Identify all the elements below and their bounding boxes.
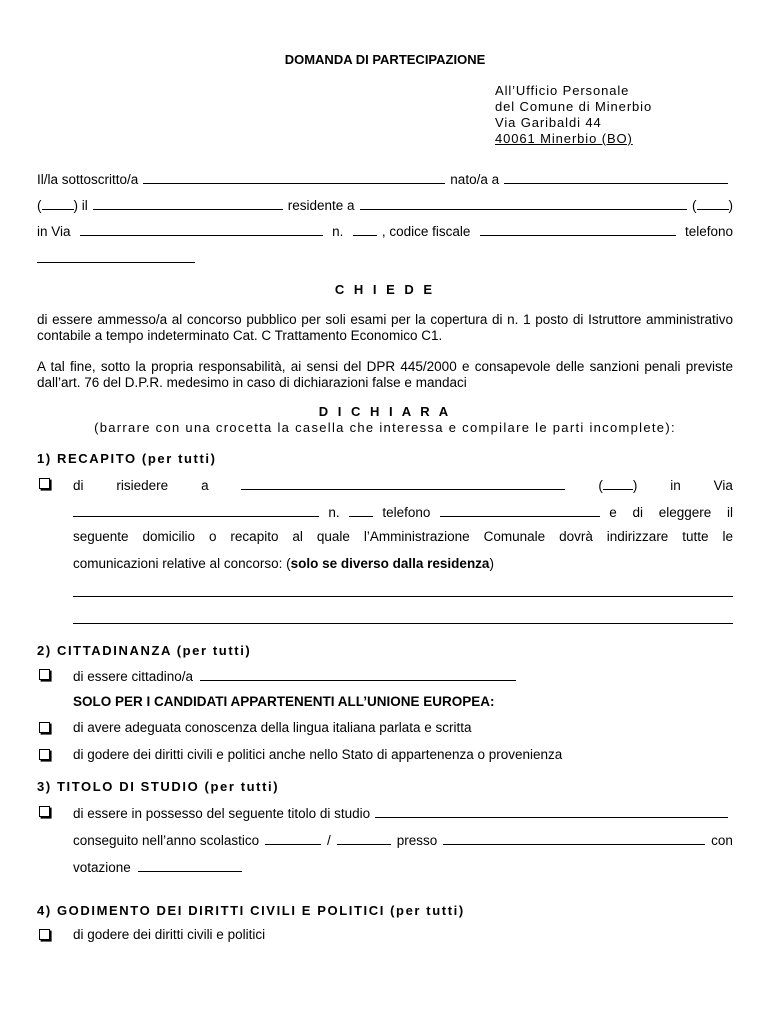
birthplace-field[interactable] <box>504 170 728 184</box>
chiede-paragraph: di essere ammesso/a al concorso pubblico per soli esami per la copertura di n. 1 posto di Istruttore amministrativo contabile a tempo indeterminato Cat. C Trattamento Economico C1. <box>37 312 733 343</box>
recapito-street-field[interactable] <box>73 503 319 517</box>
recapito-city-field[interactable] <box>241 476 565 490</box>
recapito-number-field[interactable] <box>349 503 373 517</box>
text: di <box>73 478 84 493</box>
sottoscritto-label: Il/la sottoscritto/a <box>37 172 139 187</box>
dichiara-heading: D I C H I A R A <box>318 404 452 419</box>
phone-field[interactable] <box>37 249 195 263</box>
text: con <box>711 833 733 848</box>
n-label: n. <box>332 224 344 239</box>
godimento-item: di godere dei diritti civili e politici <box>73 927 266 942</box>
residente-label: residente a <box>287 198 355 213</box>
titolo-line-3 <box>73 858 242 875</box>
applicant-address-row <box>37 222 733 239</box>
domicile-field-line[interactable] <box>73 623 733 624</box>
recapito-line-3: seguente domicilio o recapito al quale l’Amministrazione Comunale dovrà indirizzare tutte le <box>73 529 733 544</box>
ue-title: SOLO PER I CANDIDATI APPARTENENTI ALL’UNIONE EUROPEA: <box>73 694 495 709</box>
lingua-item: di avere adeguata conoscenza della lingua italiana parlata e scritta <box>73 720 472 735</box>
text: presso <box>396 833 438 848</box>
recapito-checkbox[interactable] <box>39 478 50 489</box>
recapito-province <box>598 476 637 493</box>
section-recapito-title: 1) RECAPITO (per tutti) <box>37 451 217 466</box>
street-field[interactable] <box>80 222 323 236</box>
titolo-checkbox[interactable] <box>39 806 50 817</box>
paren-close: ) <box>632 478 638 493</box>
titolo-field[interactable] <box>375 804 728 818</box>
paren-open: ( <box>598 478 603 493</box>
telefono-label: telefono <box>684 224 733 239</box>
codice-fiscale-field[interactable] <box>480 222 676 236</box>
text: a <box>201 478 209 493</box>
presso-field[interactable] <box>443 831 705 845</box>
text: conseguito nell’anno scolastico <box>73 833 260 848</box>
text: in <box>670 478 681 493</box>
recapito-line-1 <box>73 476 733 493</box>
recapito-province-field[interactable] <box>603 476 633 490</box>
recapito-line-4 <box>73 556 494 571</box>
declaration-paragraph: A tal fine, sotto la propria responsabilità, ai sensi del DPR 445/2000 e consapevole delle sanzioni penali previste dall’art. 76 del D.P.R. medesimo in caso di dichiarazioni false e mandaci <box>37 359 733 390</box>
diritti-ue-item: di godere dei diritti civili e politici anche nello Stato di appartenenza o provenienza <box>73 747 563 762</box>
address-line: del Comune di Minerbio <box>495 99 653 114</box>
codice-fiscale-label: , codice fiscale <box>381 224 471 239</box>
applicant-birth-row <box>37 196 733 213</box>
applicant-name-row <box>37 170 733 187</box>
section-cittadinanza-title: 2) CITTADINANZA (per tutti) <box>37 643 252 658</box>
street-number-field[interactable] <box>353 222 377 236</box>
recipient-address <box>495 83 652 147</box>
text: votazione <box>73 860 131 875</box>
address-line: All’Ufficio Personale <box>495 83 630 98</box>
birth-province-field[interactable] <box>42 196 74 210</box>
titolo-line-2 <box>73 831 733 848</box>
text: Via <box>713 478 733 493</box>
birthdate-field[interactable] <box>93 196 283 210</box>
chiede-heading: C H I E D E <box>334 282 436 297</box>
address-line: Via Garibaldi 44 <box>495 115 602 130</box>
bold-note: solo se diverso dalla residenza <box>290 556 490 571</box>
text: di essere cittadino/a <box>73 669 194 684</box>
votazione-field[interactable] <box>138 858 242 872</box>
eleggere-label: e di eleggere il <box>609 505 733 520</box>
nato-label: nato/a a <box>450 172 500 187</box>
dichiara-subheading: (barrare con una crocetta la casella che interessa e compilare le parti incomplete): <box>94 420 676 435</box>
il-label: ) il <box>73 198 88 213</box>
n-label: n. <box>328 505 340 520</box>
text: risiedere <box>116 478 169 493</box>
recapito-phone-field[interactable] <box>440 503 600 517</box>
diritti-ue-checkbox[interactable] <box>39 749 50 760</box>
paren-open: ( <box>692 198 697 213</box>
section-godimento-title: 4) GODIMENTO DEI DIRITTI CIVILI E POLITICI (per tutti) <box>37 903 465 918</box>
paren-close: ) <box>728 198 733 213</box>
text: ) <box>489 556 494 571</box>
cittadinanza-item <box>73 667 516 684</box>
address-line: 40061 Minerbio (BO) <box>495 131 633 146</box>
via-label: in Via <box>37 224 71 239</box>
paren-open: ( <box>37 198 42 213</box>
recapito-line-2 <box>73 503 733 520</box>
form-title: DOMANDA DI PARTECIPAZIONE <box>284 52 486 67</box>
text: di essere in possesso del seguente titolo di studio <box>73 806 371 821</box>
godimento-checkbox[interactable] <box>39 929 50 940</box>
residence-field[interactable] <box>360 196 687 210</box>
titolo-line-1 <box>73 804 733 821</box>
cittadinanza-checkbox[interactable] <box>39 669 50 680</box>
anno-start-field[interactable] <box>265 831 321 845</box>
domicile-field-line[interactable] <box>73 596 733 597</box>
anno-end-field[interactable] <box>337 831 391 845</box>
name-field[interactable] <box>143 170 445 184</box>
section-titolo-title: 3) TITOLO DI STUDIO (per tutti) <box>37 779 280 794</box>
citizenship-field[interactable] <box>200 667 516 681</box>
slash: / <box>327 833 331 848</box>
text: comunicazioni relative al concorso: ( <box>73 556 291 571</box>
telefono-label: telefono <box>382 505 431 520</box>
lingua-checkbox[interactable] <box>39 722 50 733</box>
residence-province-field[interactable] <box>697 196 729 210</box>
